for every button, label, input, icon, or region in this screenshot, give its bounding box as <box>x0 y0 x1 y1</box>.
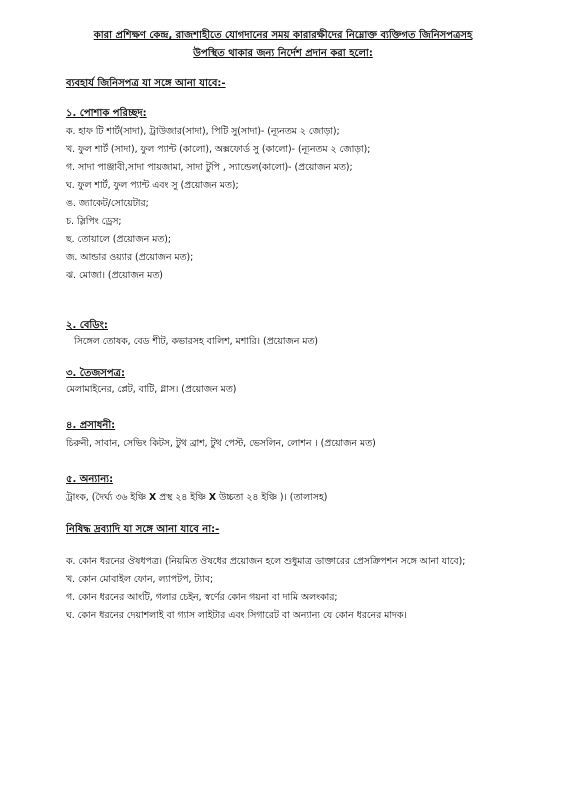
allowed-items-heading: ব্যবহার্য জিনিসপত্র যা সঙ্গে আনা যাবে:- <box>66 78 226 89</box>
toiletries-text: চিরুনী, সাবান, সেভিং কিটস, টুথ ব্রাশ, টুথ পেস্ট, ভেসলিন, লোশন । (প্রয়োজন মত) <box>66 438 376 449</box>
bedding-heading: ২. বেডিং: <box>66 320 108 331</box>
clothing-item: ঘ. ফুল শার্ট, ফুল প্যান্ট এবং সু (প্রয়োজন মত); <box>66 180 239 191</box>
clothing-item: খ. ফুল শার্ট (সাদা), ফুল প্যান্ট (কালো), অক্সফোর্ড সু (কালো)- (ন্যূনতম ২ জোড়া); <box>66 144 371 155</box>
clothing-item: গ. সাদা পাঞ্জাবী,সাদা পায়জামা, সাদা টুপি , স্যান্ডেল(কালো)- (প্রয়োজন মত); <box>66 162 353 173</box>
multiply-sign: X <box>149 492 157 503</box>
clothing-item: জ. আন্ডার ওয়্যার (প্রয়োজন মত); <box>66 252 194 263</box>
multiply-sign: X <box>208 492 216 503</box>
clothing-item: ঙ. জ্যাকেট/সোয়েটার; <box>66 198 149 209</box>
prohibited-item: খ. কোন মোবাইল ফোন, ল্যাপটপ, ট্যাব; <box>66 574 214 585</box>
document-title-line1: কারা প্রশিক্ষণ কেন্দ্র, রাজশাহীতে যোগদানের সময় কারারক্ষীদের নিম্নোক্ত ব্যক্তিগত জিনিসপত্রসহ <box>93 30 473 41</box>
clothing-item: চ. স্লিপিং ড্রেস; <box>66 216 122 227</box>
prohibited-item: ঘ. কোন ধরনের দেয়াশলাই বা গ্যাস লাইটার এবং সিগারেট বা অন্যান্য যে কোন ধরনের মাদক। <box>66 610 407 621</box>
toiletries-heading: ৪. প্রসাধনী: <box>66 420 116 431</box>
utensils-text: মেলামাইনের, প্লেট, বাটি, গ্লাস। (প্রয়োজন মত) <box>66 384 237 395</box>
utensils-heading: ৩. তৈজসপত্র: <box>66 368 126 379</box>
trunk-height: উচ্চতা ২৪ ইঞ্চি )। (তালাসহ) <box>218 492 328 503</box>
others-text <box>66 490 327 505</box>
clothing-heading: ১. পোশাক পরিচ্ছদ: <box>66 108 147 119</box>
trunk-length: ট্রাংক, (দৈর্ঘ্য ৩৬ ইঞ্চি <box>66 492 147 503</box>
clothing-item: ছ. তোয়ালে (প্রয়োজন মত); <box>66 234 171 245</box>
document-title-line2: উপস্থিত থাকার জন্য নির্দেশ প্রদান করা হলো: <box>193 48 373 59</box>
prohibited-items-heading: নিষিদ্ধ দ্রব্যাদি যা সঙ্গে আনা যাবে না:- <box>66 524 220 535</box>
prohibited-item: গ. কোন ধরনের আংটি, গলার চেইন, স্বর্ণের কোন গয়না বা দামি অলংকার; <box>66 592 338 603</box>
prohibited-item: ক. কোন ধরনের ঔষধপত্র। (নিয়মিত ঔষধের প্রয়োজন হলে শুধুমাত্র ডাক্তারের প্রেসক্রিপশন সঙ্গে আনা যাবে); <box>66 556 466 567</box>
clothing-item: ঝ. মোজা। (প্রয়োজন মত) <box>66 270 163 281</box>
clothing-item: ক. হাফ টি শার্ট(সাদা), ট্রাউজার(সাদা), পিটি সু(সাদা)- (ন্যূনতম ২ জোড়া); <box>66 126 340 137</box>
bedding-text: সিঙ্গেল তোষক, বেড শীট, কভারসহ বালিশ, মশারি। (প্রয়োজন মত) <box>74 336 319 347</box>
trunk-width: প্রস্থ ২৪ ইঞ্চি <box>159 492 206 503</box>
others-heading: ৫. অন্যান্য: <box>66 474 114 485</box>
